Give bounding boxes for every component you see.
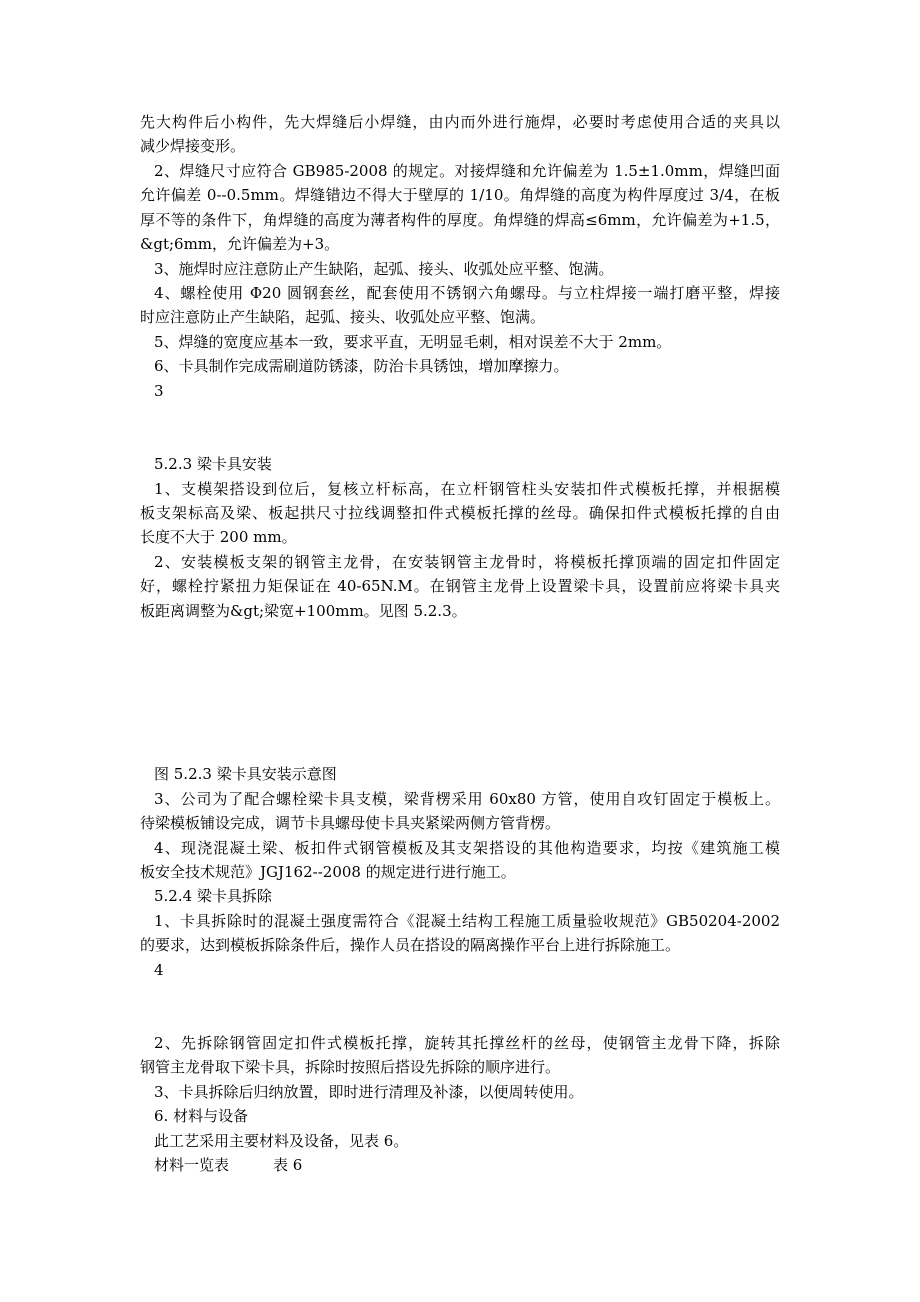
paragraph-line: 的要求，达到模板拆除条件后，操作人员在搭设的隔离操作平台上进行拆除施工。 (140, 936, 681, 954)
table-number: 表 6 (273, 1156, 303, 1174)
paragraph-line: 1、卡具拆除时的混凝土强度需符合《混凝土结构工程施工质量验收规范》GB50204-2002 (154, 912, 780, 930)
section-heading: 5.2.3 梁卡具安装 (154, 455, 272, 473)
paragraph-line: 钢管主龙骨取下梁卡具，拆除时按照后搭设先拆除的顺序进行。 (140, 1058, 561, 1076)
paragraph-line: 时应注意防止产生缺陷，起弧、接头、收弧处应平整、饱满。 (140, 308, 546, 326)
table-title: 材料一览表 (154, 1156, 230, 1174)
page-number: 4 (154, 961, 164, 979)
paragraph-line: 2、焊缝尺寸应符合 GB985-2008 的规定。对接焊缝和允许偏差为 1.5±1.0mm，焊缝凹面 (154, 162, 780, 180)
paragraph-line: 板安全技术规范》JGJ162--2008 的规定进行进行施工。 (140, 863, 516, 881)
paragraph-line: 厚不等的条件下，角焊缝的高度为薄者构件的厚度。角焊缝的焊高≤6mm，允许偏差为+1.5， (140, 211, 780, 229)
paragraph-line: 板支架标高及梁、板起拱尺寸拉线调整扣件式模板托撑的丝母。确保扣件式模板托撑的自由 (140, 504, 780, 522)
paragraph-line: &gt;6mm，允许偏差为+3。 (140, 235, 340, 253)
paragraph-line: 3、公司为了配合螺栓梁卡具支模，梁背楞采用 60x80 方管，使用自攻钉固定于模板上。 (154, 790, 780, 808)
paragraph-line: 2、安装模板支架的钢管主龙骨，在安装钢管主龙骨时，将模板托撑顶端的固定扣件固定 (154, 553, 780, 571)
figure-caption: 图 5.2.3 梁卡具安装示意图 (154, 765, 337, 783)
paragraph-line: 3、施焊时应注意防止产生缺陷，起弧、接头、收弧处应平整、饱满。 (154, 260, 614, 278)
paragraph-line: 2、先拆除钢管固定扣件式模板托撑，旋转其托撑丝杆的丝母，使钢管主龙骨下降，拆除 (154, 1034, 780, 1052)
page-number: 3 (154, 382, 164, 400)
paragraph-line: 长度不大于 200 mm。 (140, 528, 297, 546)
paragraph-line: 板距离调整为&gt;梁宽+100mm。见图 5.2.3。 (140, 602, 467, 620)
paragraph-line: 1、支模架搭设到位后，复核立杆标高，在立杆钢管柱头安装扣件式模板托撑，并根据模 (154, 480, 780, 498)
paragraph-line: 3、卡具拆除后归纳放置，即时进行清理及补漆，以便周转使用。 (154, 1083, 584, 1101)
paragraph-line: 好，螺栓拧紧扭力矩保证在 40-65N.M。在钢管主龙骨上设置梁卡具，设置前应将梁卡具夹 (140, 577, 780, 595)
paragraph-line: 6、卡具制作完成需刷道防锈漆，防治卡具锈蚀，增加摩擦力。 (154, 357, 569, 375)
paragraph-line: 待梁模板铺设完成，调节卡具螺母使卡具夹紧梁两侧方管背楞。 (140, 814, 561, 832)
paragraph-line: 减少焊接变形。 (140, 137, 246, 155)
section-heading: 6. 材料与设备 (154, 1107, 249, 1125)
paragraph-line: 4、螺栓使用 Φ20 圆钢套丝，配套使用不锈钢六角螺母。与立柱焊接一端打磨平整，焊接 (154, 284, 780, 302)
paragraph-line: 4、现浇混凝土梁、板扣件式钢管模板及其支架搭设的其他构造要求，均按《建筑施工模 (154, 839, 780, 857)
paragraph-line: 此工艺采用主要材料及设备，见表 6。 (154, 1132, 409, 1150)
paragraph-line: 先大构件后小构件，先大焊缝后小焊缝，由内而外进行施焊，必要时考虑使用合适的夹具以 (140, 113, 780, 131)
section-heading: 5.2.4 梁卡具拆除 (154, 887, 272, 905)
paragraph-line: 允许偏差 0--0.5mm。焊缝错边不得大于壁厚的 1/10。角焊缝的高度为构件厚度过 3/4，在板 (140, 186, 780, 204)
table-title-line (154, 1154, 780, 1176)
paragraph-line: 5、焊缝的宽度应基本一致，要求平直，无明显毛刺，相对误差不大于 2mm。 (154, 333, 672, 351)
